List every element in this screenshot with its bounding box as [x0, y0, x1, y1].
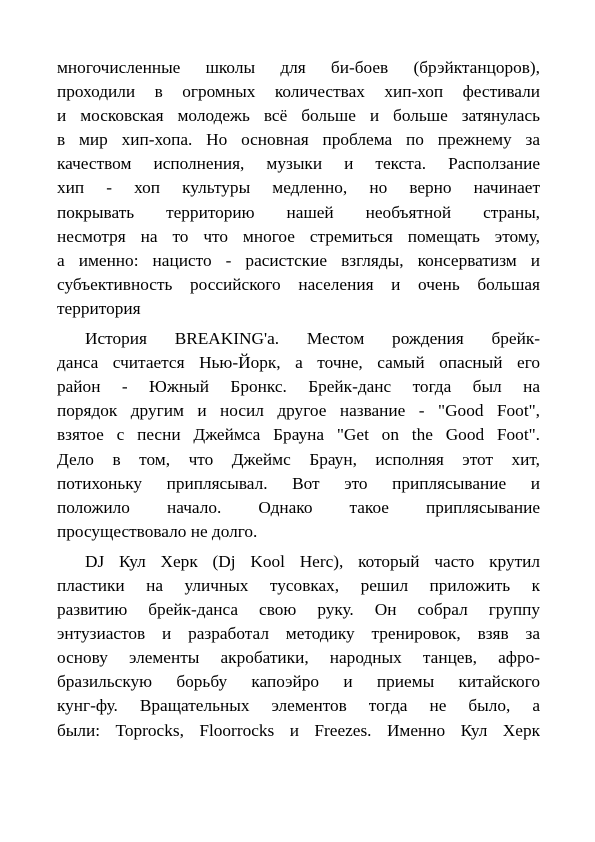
text-line: История BREAKING'a. Местом рождения брейк- [85, 329, 540, 349]
text-line: многочисленные школы для би-боев (брэйктанцоров), [57, 58, 540, 77]
text-line: бразильскую борьбу капоэйро и приемы китайского [57, 672, 540, 692]
text-line: район - Южный Бронкс. Брейк-данс тогда был на [57, 377, 540, 397]
text-line: несмотря на то что многое стремиться помещать этому, [57, 226, 540, 246]
text-line: кунг-фу. Вращательных элементов тогда не было, а [57, 696, 540, 716]
text-line: были: Toprocks, Floorrocks и Freezes. Именно Кул Херк [57, 720, 540, 740]
text-line: в мир хип-хопа. Но основная проблема по прежнему за [57, 130, 540, 150]
text-line: развитию брейк-данса свою руку. Он собрал группу [57, 600, 540, 620]
text-line: энтузиастов и разработал методику тренировок, взяв за [57, 624, 540, 644]
paragraph-2 [57, 327, 540, 544]
text-line: просуществовало не долго. [57, 521, 258, 541]
text-line: пластики на уличных тусовках, решил приложить к [57, 575, 540, 595]
text-line: DJ Кул Херк (Dj Kool Herc), который часто крутил [85, 551, 540, 571]
paragraph-3 [57, 550, 540, 743]
text-line: основу элементы акробатики, народных танцев, афро- [57, 648, 540, 668]
paragraph-1 [57, 56, 540, 321]
text-line: проходили в огромных количествах хип-хоп фестивали [57, 82, 540, 102]
text-line: взятое с песни Джеймса Брауна "Get on the Good Foot". [57, 425, 540, 445]
text-line: потихоньку приплясывал. Вот это приплясывание и [57, 473, 540, 493]
text-line: данса считается Нью-Йорк, а точне, самый опасный его [57, 353, 540, 373]
text-line: качеством исполнения, музыки и текста. Расползание [57, 154, 540, 174]
text-line: субъективность российского населения и очень большая [57, 274, 540, 294]
text-line: порядок другим и носил другое название - "Good Foot", [57, 401, 540, 421]
text-line: покрывать территорию нашей необъятной страны, [57, 202, 540, 222]
text-line: а именно: нацисто - расистские взгляды, консерватизм и [57, 250, 540, 270]
document-body-text [57, 56, 540, 743]
text-line: положило начало. Однако такое приплясывание [57, 497, 540, 517]
text-line: территория [57, 298, 141, 318]
text-line: Дело в том, что Джеймс Браун, исполняя этот хит, [57, 449, 540, 469]
text-line: хип - хоп культуры медленно, но верно начинает [57, 178, 540, 198]
text-line: и московская молодежь всё больше и больше затянулась [57, 106, 540, 126]
